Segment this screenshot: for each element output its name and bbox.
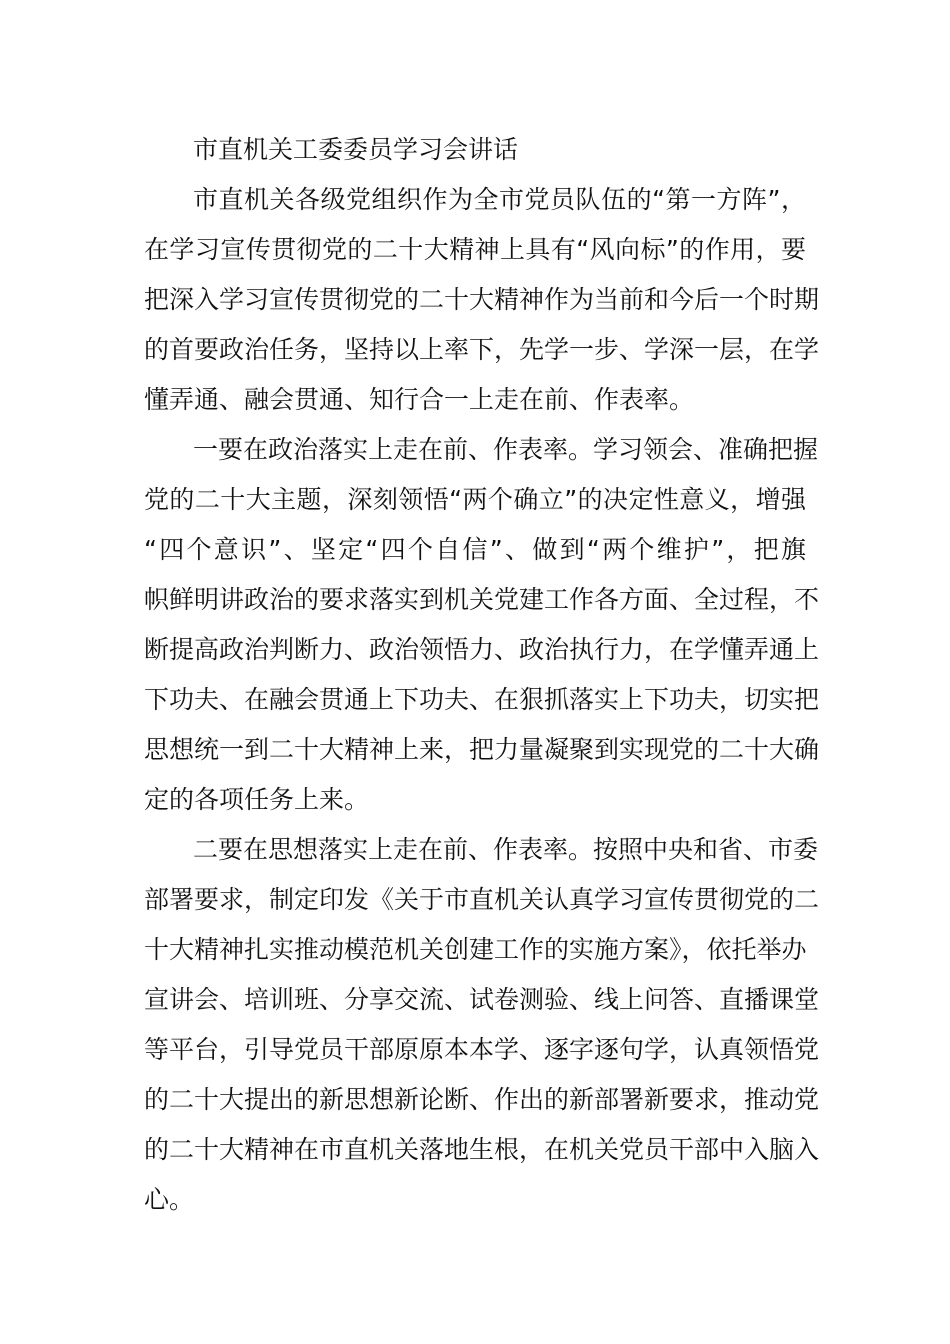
paragraph-line: 把深入学习宣传贯彻党的二十大精神作为当前和今后一个时期	[144, 285, 820, 314]
paragraph-line: 心。	[144, 1185, 195, 1214]
paragraph-line: 定的各项任务上来。	[144, 785, 370, 814]
paragraph-line: 一要在政治落实上走在前、作表率。学习领会、准确把握	[193, 435, 819, 464]
paragraph-line: 思想统一到二十大精神上来，把力量凝聚到实现党的二十大确	[144, 735, 820, 764]
document-title: 市直机关工委委员学习会讲话	[193, 135, 519, 164]
paragraph-3	[144, 825, 820, 1225]
paragraph-line: 下功夫、在融会贯通上下功夫、在狠抓落实上下功夫，切实把	[144, 685, 820, 714]
paragraph-line: 的二十大精神在市直机关落地生根，在机关党员干部中入脑入	[144, 1135, 820, 1164]
paragraph-line: 的二十大提出的新思想新论断、作出的新部署新要求，推动党	[144, 1085, 820, 1114]
paragraph-line: 党的二十大主题，深刻领悟“两个确立”的决定性意义，增强	[144, 485, 806, 514]
paragraph-line: 的首要政治任务，坚持以上率下，先学一步、学深一层，在学	[144, 335, 820, 364]
paragraph-line: 在学习宣传贯彻党的二十大精神上具有“风向标”的作用，要	[144, 235, 806, 264]
paragraph-line: 二要在思想落实上走在前、作表率。按照中央和省、市委	[193, 835, 819, 864]
paragraph-1	[144, 175, 820, 425]
paragraph-line: 宣讲会、培训班、分享交流、试卷测验、线上问答、直播课堂	[144, 985, 820, 1014]
paragraph-2	[144, 425, 820, 825]
paragraph-line: 市直机关各级党组织作为全市党员队伍的“第一方阵”，	[193, 185, 806, 214]
paragraph-line: 断提高政治判断力、政治领悟力、政治执行力，在学懂弄通上	[144, 635, 820, 664]
paragraph-line: 等平台，引导党员干部原原本本学、逐字逐句学，认真领悟党	[144, 1035, 820, 1064]
paragraph-line: 部署要求，制定印发《关于市直机关认真学习宣传贯彻党的二	[144, 885, 820, 914]
paragraph-line: 帜鲜明讲政治的要求落实到机关党建工作各方面、全过程，不	[144, 585, 820, 614]
paragraph-line: “四个意识”、坚定“四个自信”、做到“两个维护”，把旗	[144, 535, 806, 564]
paragraph-line: 十大精神扎实推动模范机关创建工作的实施方案》，依托举办	[144, 935, 807, 964]
paragraph-line: 懂弄通、融会贯通、知行合一上走在前、作表率。	[144, 385, 695, 414]
